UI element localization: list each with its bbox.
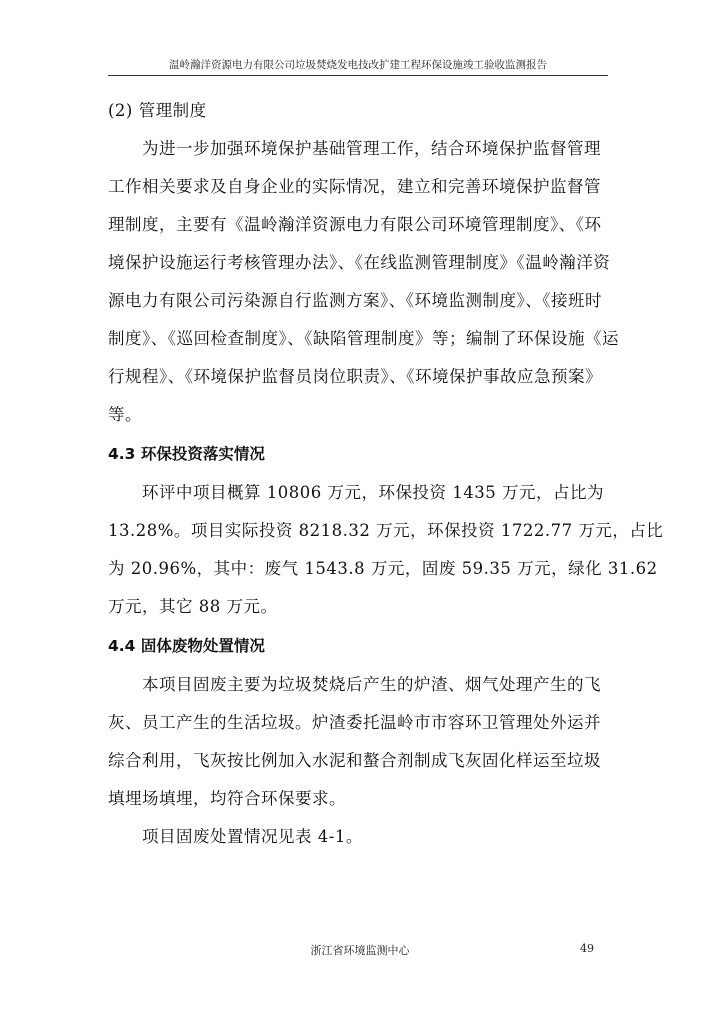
para1-line: 等。 — [108, 405, 142, 424]
para2-line: 为 20.96%，其中：废气 1543.8 万元，固废 59.35 万元，绿化 31.62 — [108, 559, 658, 578]
para1-line: 行规程》、《环境保护监督员岗位职责》、《环境保护事故应急预案》 — [108, 367, 602, 386]
header-rule — [108, 75, 608, 76]
para3-line: 填埋场填埋，均符合环保要求。 — [108, 789, 346, 808]
para1-line: 境保护设施运行考核管理办法》、《在线监测管理制度》《温岭瀚洋资 — [108, 253, 611, 272]
para1-line: 制度》、《巡回检查制度》、《缺陷管理制度》等；编制了环保设施《运 — [108, 329, 619, 348]
para3-line: 综合利用，飞灰按比例加入水泥和螯合剂制成飞灰固化样运至垃圾 — [108, 751, 601, 770]
para4-line: 项目固废处置情况见表 4-1。 — [142, 827, 363, 846]
para1-line: 源电力有限公司污染源自行监测方案》、《环境监测制度》、《接班时 — [108, 291, 602, 310]
para2-line: 万元，其它 88 万元。 — [108, 597, 278, 616]
para3-line: 本项目固废主要为垃圾焚烧后产生的炉渣、烟气处理产生的飞 — [142, 675, 601, 694]
para1-line: 工作相关要求及自身企业的实际情况，建立和完善环境保护监督管 — [108, 177, 601, 196]
para2-line: 环评中项目概算 10806 万元，环保投资 1435 万元，占比为 — [142, 483, 604, 502]
para1-line: 为进一步加强环境保护基础管理工作，结合环境保护监督管理 — [142, 139, 601, 158]
para3-line: 灰、员工产生的生活垃圾。炉渣委托温岭市市容环卫管理处外运并 — [108, 713, 601, 732]
running-header: 温岭瀚洋资源电力有限公司垃圾焚烧发电技改扩建工程环保设施竣工验收监测报告 — [169, 59, 547, 71]
section-heading-4-3: 4.3 环保投资落实情况 — [108, 445, 265, 463]
page-content — [108, 92, 664, 856]
para2-line: 13.28%。项目实际投资 8218.32 万元，环保投资 1722.77 万元，占比 — [108, 521, 664, 540]
footer-org: 浙江省环境监测中心 — [310, 944, 410, 957]
para1-line: 理制度，主要有《温岭瀚洋资源电力有限公司环境管理制度》、《环 — [108, 215, 602, 234]
subheading-management-system: (2) 管理制度 — [108, 101, 207, 120]
page-number: 49 — [580, 942, 594, 955]
section-heading-4-4: 4.4 固体废物处置情况 — [108, 637, 265, 655]
